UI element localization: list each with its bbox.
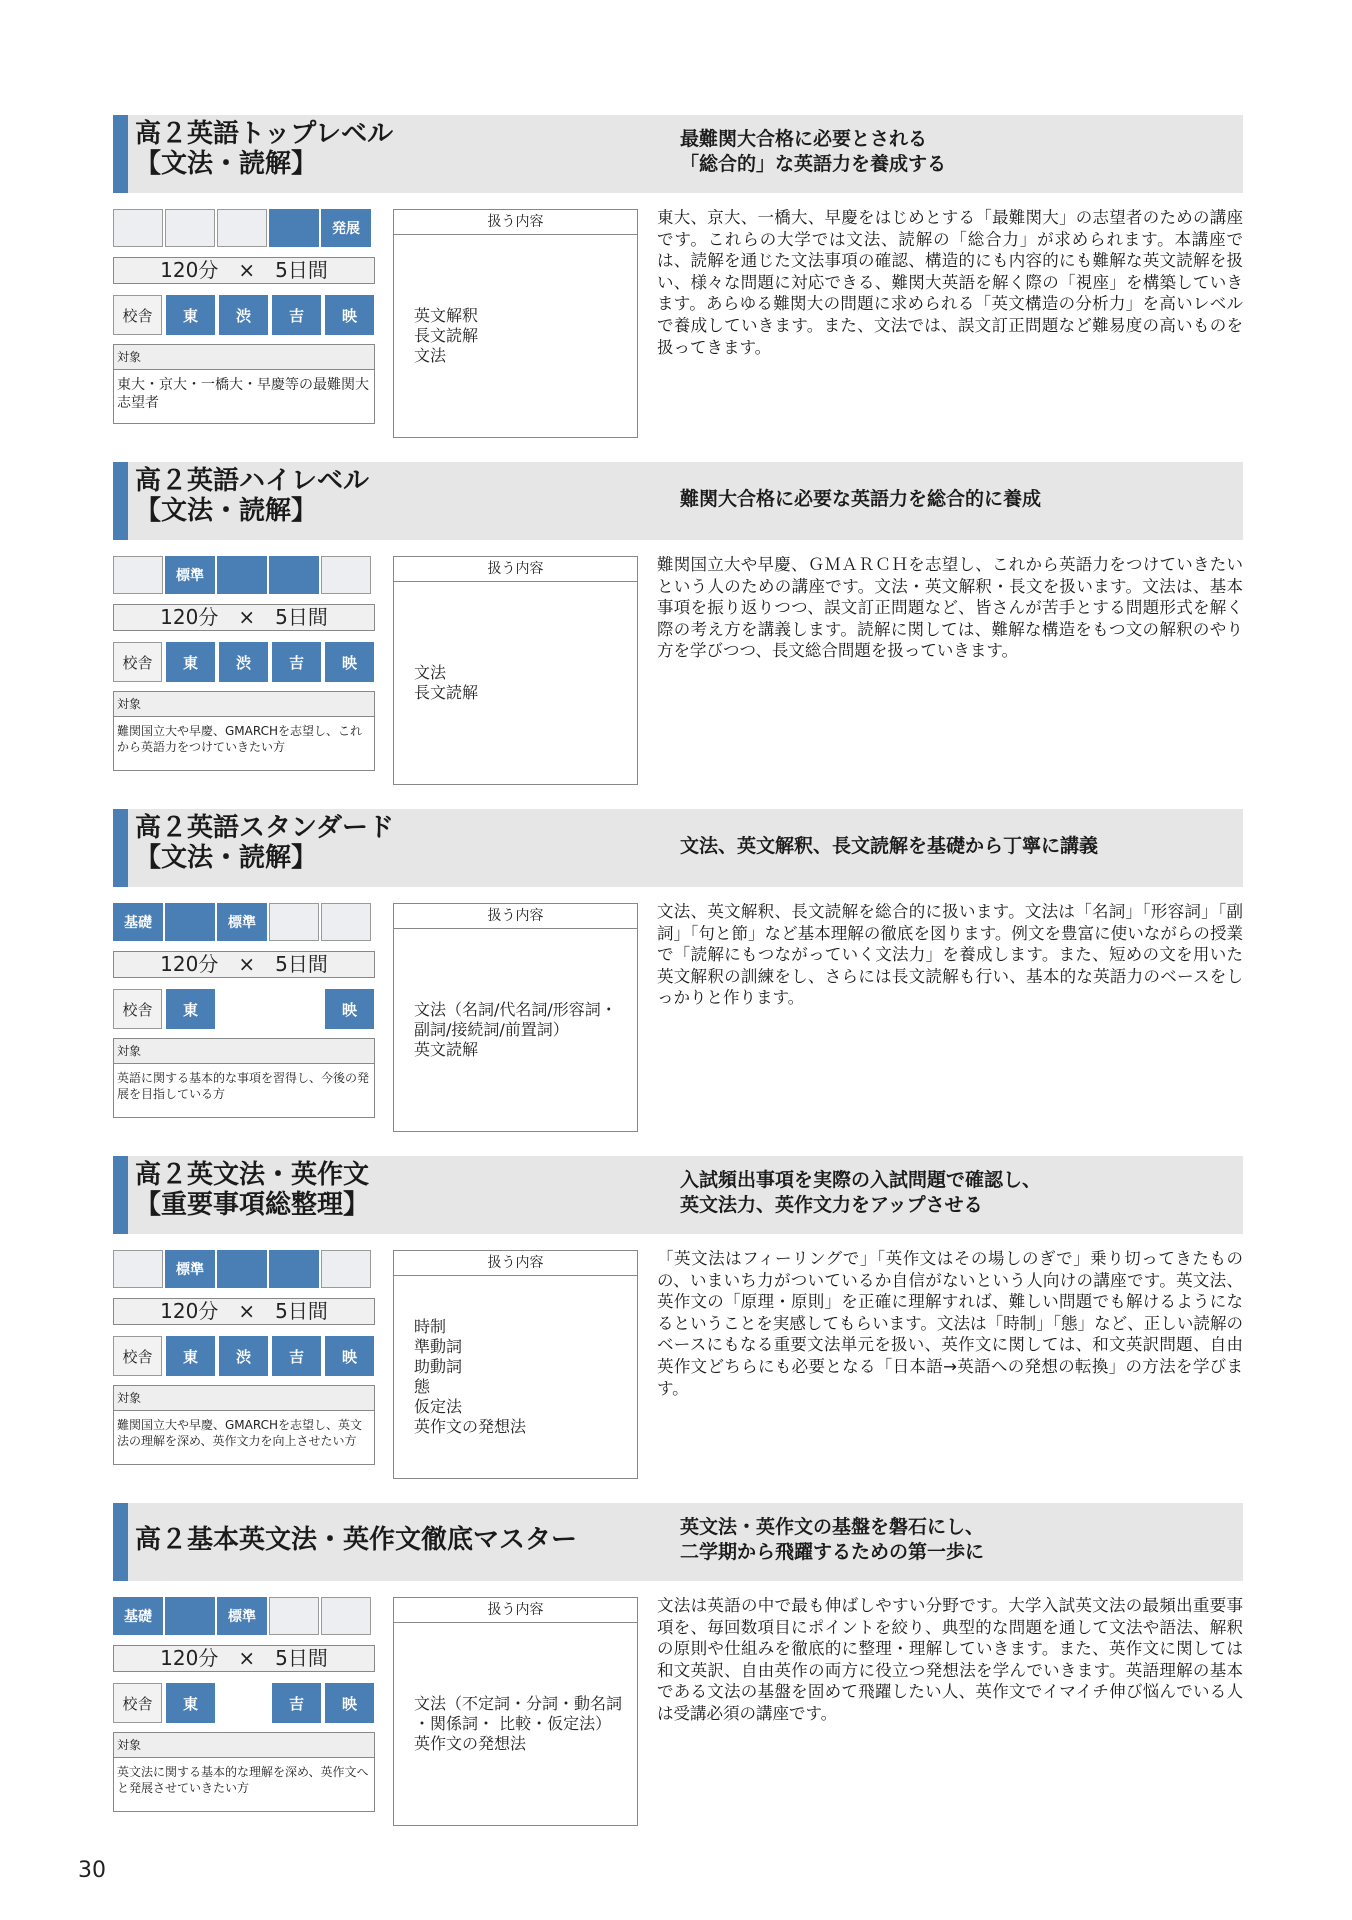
course-title [135, 1525, 577, 1555]
level-indicator [113, 1597, 371, 1635]
target-header: 対象 [114, 345, 374, 370]
course-duration: 120分 × 5日間 [113, 604, 375, 631]
campus-badge [219, 989, 268, 1029]
campus-badge: 吉 [272, 1683, 321, 1723]
campus-row [113, 642, 374, 682]
level-box: 標準 [165, 556, 215, 594]
level-box [217, 556, 267, 594]
campus-label: 校舎 [113, 989, 162, 1029]
level-box [321, 1250, 371, 1288]
course-description: 文法は英語の中で最も伸ばしやすい分野です。大学入試英文法の最頻出重要事項を、毎回数項目にポイントを絞り、典型的な問題を通して文法や語法、解釈の原則や仕組みを徹底的に整理・理解していきます。また、英作文に関しては和文英訳、自由英作の両方に役立つ発想法を学んでいきます。英語理解の基本である文法の基盤を固めて飛躍したい人、英作文でイマイチ伸び悩んでいる人は受講必須の講座です。 [657, 1596, 1243, 1723]
campus-badge: 渋 [219, 295, 268, 335]
level-box [321, 556, 371, 594]
course-tagline-line: 英文法力、英作文力をアップさせる [680, 1194, 983, 1216]
campus-badge: 東 [166, 642, 215, 682]
campus-label: 校舎 [113, 1683, 162, 1723]
content-header: 扱う内容 [394, 210, 637, 235]
content-box [393, 556, 638, 785]
campus-badge: 映 [325, 1336, 374, 1376]
target-text: 難関国立大や早慶、GMARCHを志望し、これから英語力をつけていきたい方 [117, 724, 363, 754]
content-item: 文法 [414, 345, 447, 365]
course-description: 東大、京大、一橋大、早慶をはじめとする「最難関大」の志望者のための講座です。これらの大学では文法、読解の「総合力」が求められます。本講座では、読解を通じた文法事項の確認、構造的にも内容的にも難解な英文読解を扱い、様々な問題に対応できる、難関大英語を解く際の「視座」を構築していきます。あらゆる難関大の問題に求められる「英文構造の分析力」を高いレベルで養成していきます。また、文法では、誤文訂正問題など難易度の高いものを扱ってきます。 [657, 208, 1243, 357]
campus-badge: 東 [166, 1336, 215, 1376]
course-title-line: 高２英語ハイレベル [135, 466, 370, 496]
target-box [113, 344, 375, 424]
course-block [113, 1503, 1243, 1833]
target-box [113, 1038, 375, 1118]
course-title-line: 【文法・読解】 [135, 843, 318, 873]
course-tagline-line: 入試頻出事項を実際の入試問題で確認し、 [680, 1169, 1042, 1191]
content-item: 態 [414, 1376, 431, 1396]
content-body [414, 581, 627, 784]
content-body [414, 1622, 627, 1825]
course-header [113, 1156, 1243, 1234]
course-title [135, 119, 393, 179]
course-block [113, 462, 1243, 792]
course-tagline [680, 127, 946, 177]
target-text: 東大・京大・一橋大・早慶等の最難関大志望者 [117, 377, 369, 411]
course-block [113, 115, 1243, 445]
content-header: 扱う内容 [394, 1251, 637, 1276]
content-box [393, 903, 638, 1132]
campus-badge: 吉 [272, 295, 321, 335]
course-header [113, 462, 1243, 540]
level-indicator [113, 209, 371, 247]
level-box [165, 1597, 215, 1635]
level-box [217, 1250, 267, 1288]
course-duration: 120分 × 5日間 [113, 951, 375, 978]
content-box [393, 1597, 638, 1826]
course-duration: 120分 × 5日間 [113, 1645, 375, 1672]
content-header: 扱う内容 [394, 557, 637, 582]
content-header: 扱う内容 [394, 1598, 637, 1623]
campus-badge: 吉 [272, 642, 321, 682]
course-description: 難関国立大や早慶、ＧＭＡＲＣＨを志望し、これから英語力をつけていきたいという人のための講座です。文法・英文解釈・長文を扱います。文法は、基本事項を振り返りつつ、誤文訂正問題など、皆さんが苦手とする問題形式を解く際の考え方を講義します。読解に関しては、難解な構造をもつ文の解釈のやり方を学びつつ、長文総合問題を扱っていきます。 [657, 555, 1243, 661]
course-header [113, 809, 1243, 887]
course-title-line: 【文法・読解】 [135, 149, 318, 179]
campus-row [113, 989, 374, 1029]
level-box: 基礎 [113, 1597, 163, 1635]
content-body [414, 234, 627, 437]
level-box [321, 1597, 371, 1635]
content-item: 仮定法 [414, 1396, 463, 1416]
target-header: 対象 [114, 1386, 374, 1411]
course-title-line: 【文法・読解】 [135, 496, 318, 526]
course-duration: 120分 × 5日間 [113, 257, 375, 284]
level-box: 標準 [217, 1597, 267, 1635]
header-accent-bar [113, 1503, 128, 1581]
level-box [113, 556, 163, 594]
content-list [414, 1317, 526, 1437]
page-number: 30 [78, 1858, 106, 1883]
course-tagline [680, 487, 1041, 512]
course-tagline-line: 二学期から飛躍するための第一歩に [680, 1541, 985, 1563]
course-tagline-line: 最難関大合格に必要とされる [680, 128, 928, 150]
level-box: 基礎 [113, 903, 163, 941]
campus-badge: 渋 [219, 1336, 268, 1376]
level-box [269, 209, 319, 247]
level-box [269, 556, 319, 594]
course-description: 「英文法はフィーリングで」「英作文はその場しのぎで」乗り切ってきたものの、いまいち力がついているか自信がないという人向けの講座です。英文法、英作文の「原理・原則」を正確に理解すれば、難しい問題でも解けるようになるということを実感してもらいます。文法は「時制」「態」など、正しい読解のベースにもなる重要文法単元を扱い、英作文に関しては、和文英訳問題、自由英作文どちらにも必要となる「日本語→英語への発想の転換」の方法を学びます。 [657, 1249, 1243, 1398]
course-title-line: 【重要事項総整理】 [135, 1190, 370, 1220]
content-list [414, 1694, 627, 1754]
course-tagline-line: 英文法・英作文の基盤を磐石にし、 [680, 1516, 985, 1538]
target-box [113, 691, 375, 771]
course-tagline-line: 「総合的」な英語力を養成する [680, 153, 947, 175]
content-item: 文法（不定詞・分詞・動名詞 ・関係詞・ 比較・仮定法） [414, 1693, 623, 1733]
level-box: 標準 [165, 1250, 215, 1288]
course-description: 文法、英文解釈、長文読解を総合的に扱います。文法は「名詞」「形容詞」「副詞」「句と節」など基本理解の徹底を図ります。例文を豊富に使いながらの授業で「読解にもつながっていく文法力」を養成します。また、短めの文を用いた英文解釈の訓練をし、さらには長文読解も行い、基本的な英語力のベースをしっかりと作ります。 [657, 902, 1243, 1008]
content-item: 英文解釈 [414, 305, 479, 325]
course-tagline-line: 文法、英文解釈、長文読解を基礎から丁寧に講義 [680, 835, 1099, 857]
level-box [113, 1250, 163, 1288]
campus-badge: 東 [166, 989, 215, 1029]
course-title-line: 高２英語トップレベル [135, 119, 394, 149]
campus-badge: 映 [325, 642, 374, 682]
content-item: 時制 [414, 1316, 447, 1336]
course-title-line: 高２英文法・英作文 [135, 1160, 370, 1190]
course-header [113, 1503, 1243, 1581]
course-tagline [680, 834, 1098, 859]
level-box [321, 903, 371, 941]
course-title [135, 813, 394, 873]
content-item: 英作文の発想法 [414, 1416, 527, 1436]
course-title [135, 1160, 369, 1220]
content-body [414, 928, 627, 1131]
content-list [414, 306, 478, 366]
level-box [113, 209, 163, 247]
level-indicator [113, 903, 371, 941]
campus-label: 校舎 [113, 295, 162, 335]
target-text: 英語に関する基本的な事項を習得し、今後の発展を目指している方 [117, 1071, 370, 1101]
course-block [113, 1156, 1243, 1486]
course-header [113, 115, 1243, 193]
campus-badge [272, 989, 321, 1029]
target-header: 対象 [114, 1039, 374, 1064]
level-indicator [113, 556, 371, 594]
target-header: 対象 [114, 692, 374, 717]
course-tagline [680, 1168, 1041, 1218]
header-accent-bar [113, 115, 128, 193]
target-header: 対象 [114, 1733, 374, 1758]
course-title [135, 466, 369, 526]
content-item: 長文読解 [414, 682, 479, 702]
campus-badge [219, 1683, 268, 1723]
campus-label: 校舎 [113, 1336, 162, 1376]
content-box [393, 209, 638, 438]
header-accent-bar [113, 809, 128, 887]
campus-row [113, 1683, 374, 1723]
target-box [113, 1385, 375, 1465]
course-block [113, 809, 1243, 1139]
level-box [269, 1250, 319, 1288]
header-accent-bar [113, 1156, 128, 1234]
content-box [393, 1250, 638, 1479]
content-item: 文法（名詞/代名詞/形容詞・副詞/接続詞/前置詞） [414, 999, 617, 1039]
content-body [414, 1275, 627, 1478]
level-box [269, 1597, 319, 1635]
campus-badge: 東 [166, 295, 215, 335]
content-item: 助動詞 [414, 1356, 463, 1376]
course-tagline-line: 難関大合格に必要な英語力を総合的に養成 [680, 488, 1042, 510]
campus-badge: 渋 [219, 642, 268, 682]
content-header: 扱う内容 [394, 904, 637, 929]
level-box [217, 209, 267, 247]
campus-badge: 東 [166, 1683, 215, 1723]
campus-badge: 映 [325, 295, 374, 335]
level-box: 標準 [217, 903, 267, 941]
content-list [414, 663, 478, 703]
course-title-line: 高２英語スタンダード [135, 813, 394, 843]
level-box [269, 903, 319, 941]
campus-badge: 映 [325, 989, 374, 1029]
level-box [165, 903, 215, 941]
level-box: 発展 [321, 209, 371, 247]
level-indicator [113, 1250, 371, 1288]
target-box [113, 1732, 375, 1812]
content-list [414, 1000, 627, 1060]
content-item: 英文読解 [414, 1039, 479, 1059]
course-title-line: 高２基本英文法・英作文徹底マスター [135, 1525, 578, 1555]
level-box [165, 209, 215, 247]
course-tagline [680, 1515, 984, 1565]
target-text: 難関国立大や早慶、GMARCHを志望し、英文法の理解を深め、英作文力を向上させたい方 [117, 1418, 363, 1448]
campus-badge: 映 [325, 1683, 374, 1723]
campus-badge: 吉 [272, 1336, 321, 1376]
header-accent-bar [113, 462, 128, 540]
content-item: 文法 [414, 662, 447, 682]
content-item: 準動詞 [414, 1336, 463, 1356]
content-item: 英作文の発想法 [414, 1733, 527, 1753]
course-duration: 120分 × 5日間 [113, 1298, 375, 1325]
target-text: 英文法に関する基本的な理解を深め、英作文へと発展させていきたい方 [117, 1765, 369, 1795]
campus-row [113, 1336, 374, 1376]
campus-row [113, 295, 374, 335]
content-item: 長文読解 [414, 325, 479, 345]
campus-label: 校舎 [113, 642, 162, 682]
